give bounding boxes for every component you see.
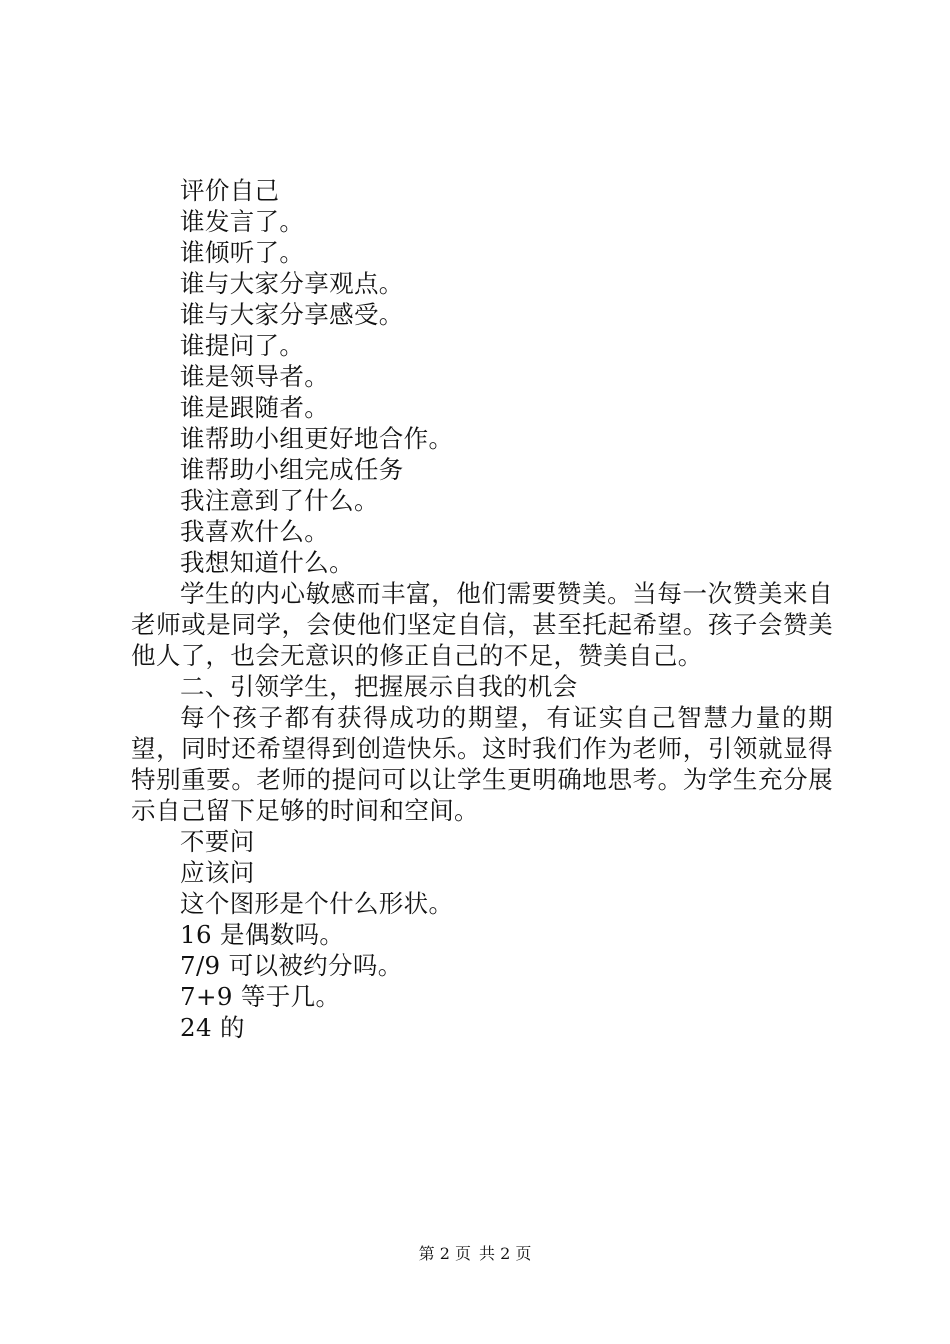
text-line: 不要问 [180, 827, 255, 856]
text-line: 谁发言了。 [180, 207, 305, 236]
page-footer [0, 1242, 950, 1266]
text-line: 谁是跟随者。 [180, 393, 330, 422]
text-line: 7+9 等于几。 [180, 982, 341, 1011]
text-line: 谁提问了。 [180, 331, 305, 360]
page-number: 第 2 页 [418, 1244, 471, 1263]
text-line: 我注意到了什么。 [180, 486, 379, 515]
text-line: 这个图形是个什么形状。 [180, 889, 454, 918]
text-line: 16 是偶数吗。 [180, 920, 345, 949]
text-line: 我想知道什么。 [180, 548, 354, 577]
section-heading: 二、引领学生，把握展示自我的机会 [180, 672, 578, 701]
text-line: 应该问 [180, 858, 255, 887]
text-line: 谁与大家分享观点。 [180, 269, 404, 298]
text-line: 我喜欢什么。 [180, 517, 330, 546]
paragraph-praise: 学生的内心敏感而丰富，他们需要赞美。当每一次赞美来自老师或是同学，会使他们坚定自信，甚至托起希望。孩子会赞美他人了，也会无意识的修正自己的不足，赞美自己。 [131, 579, 833, 670]
text-line: 评价自己 [180, 176, 280, 205]
text-line: 谁帮助小组更好地合作。 [180, 424, 454, 453]
text-line: 谁与大家分享感受。 [180, 300, 404, 329]
text-line: 谁是领导者。 [180, 362, 330, 391]
text-line: 谁倾听了。 [180, 238, 305, 267]
text-line: 7/9 可以被约分吗。 [180, 951, 403, 980]
page-total: 共 2 页 [479, 1244, 532, 1263]
document-body [131, 175, 833, 1043]
paragraph-guidance: 每个孩子都有获得成功的期望，有证实自己智慧力量的期望，同时还希望得到创造快乐。这时我们作为老师，引领就显得特别重要。老师的提问可以让学生更明确地思考。为学生充分展示自己留下足够的时间和空间。 [131, 703, 833, 825]
text-line: 谁帮助小组完成任务 [180, 455, 404, 484]
text-line: 24 的 [180, 1013, 245, 1042]
